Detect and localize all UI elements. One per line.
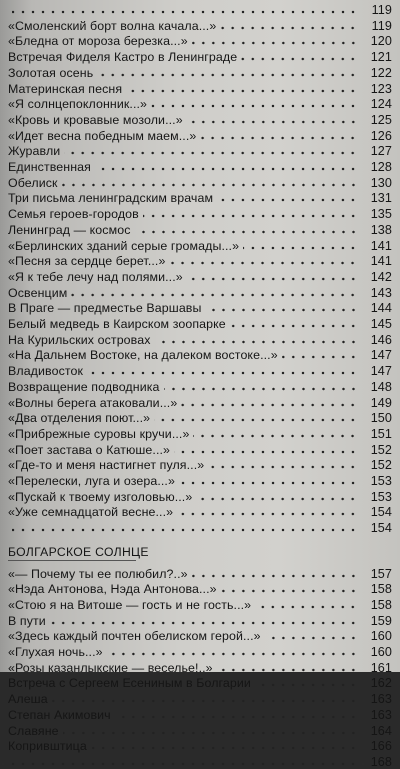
toc-entry xyxy=(8,692,392,706)
toc-entry xyxy=(8,82,392,96)
toc-entry-title: Копривштица xyxy=(8,739,87,754)
toc-entry-page-number: 149 xyxy=(370,395,392,410)
toc-entry xyxy=(8,411,392,425)
toc-entry-page-number: 166 xyxy=(370,739,392,754)
dot-leader xyxy=(107,652,358,656)
dot-leader xyxy=(241,57,358,61)
toc-entry xyxy=(8,348,392,362)
toc-entry-title: «Бледна от мороза березка...» xyxy=(8,34,188,49)
dot-leader xyxy=(63,731,358,735)
dot-leader xyxy=(179,481,358,485)
dot-leader xyxy=(265,636,358,640)
dot-leader xyxy=(187,277,358,281)
toc-entry-page-number: 160 xyxy=(370,645,392,659)
toc-entry xyxy=(8,254,392,268)
dot-leader xyxy=(217,668,358,672)
toc-entry-page-number: 158 xyxy=(370,582,392,597)
toc-entry xyxy=(8,144,392,158)
toc-entry-page-number: 124 xyxy=(370,97,392,112)
dot-leader xyxy=(174,450,358,454)
toc-entry-title: «— Почему ты ее полюбил?..» xyxy=(8,566,188,581)
dot-leader xyxy=(126,89,358,93)
section-heading xyxy=(8,545,392,559)
toc-entry-title: «Я к тебе лечу над полями...» xyxy=(8,269,183,284)
toc-entry-page-number: 125 xyxy=(370,112,392,127)
toc-entry xyxy=(8,113,392,127)
dot-leader xyxy=(12,10,358,14)
toc-entry-page-number: 141 xyxy=(370,238,392,253)
toc-entry xyxy=(8,207,392,221)
toc-entry xyxy=(8,645,392,659)
dot-leader xyxy=(155,340,358,344)
toc-entry-title: «Песня за сердце берет...» xyxy=(8,254,166,269)
toc-entry-page-number: 151 xyxy=(370,426,392,441)
toc-entry xyxy=(8,755,392,769)
toc-entry xyxy=(8,521,392,535)
toc-entry-title: «Здесь каждый почтен обелиском герой...» xyxy=(8,629,261,644)
toc-entry-page-number: 119 xyxy=(371,3,392,17)
toc-entry-title: «Уже семнадцатой весне...» xyxy=(8,505,174,520)
toc-entry-page-number: 127 xyxy=(370,144,392,159)
dot-leader xyxy=(115,715,358,719)
dot-leader xyxy=(151,104,358,108)
toc-entry-page-number: 126 xyxy=(370,128,392,143)
toc-entry xyxy=(8,50,392,64)
dot-leader xyxy=(217,198,358,202)
dot-leader xyxy=(177,512,358,516)
toc-entry-title: «Поет застава о Катюше...» xyxy=(8,442,171,457)
toc-entry xyxy=(8,427,392,441)
toc-entry-title: Журавли xyxy=(8,144,61,159)
toc-entry-title: Материнская песня xyxy=(8,81,123,96)
dot-leader xyxy=(87,371,358,375)
toc-entry-page-number: 131 xyxy=(370,191,392,206)
toc-entry-title: «Берлинских зданий серые громады...» xyxy=(8,238,240,253)
toc-entry-title: «Нэда Антонова, Нэда Антонова...» xyxy=(8,582,217,597)
dot-leader xyxy=(200,136,358,140)
dot-leader xyxy=(95,167,358,171)
toc-entry xyxy=(8,582,392,596)
toc-entry-page-number: 119 xyxy=(371,18,392,33)
toc-entry xyxy=(8,364,392,378)
toc-entry-title: «Розы казанлыкские — веселье!..» xyxy=(8,660,213,675)
toc-entry-page-number: 130 xyxy=(370,175,392,190)
toc-entry xyxy=(8,629,392,643)
dot-leader xyxy=(206,308,359,312)
dot-leader xyxy=(50,621,358,625)
toc-entry-page-number: 157 xyxy=(370,566,392,581)
toc-entry-page-number: 142 xyxy=(370,269,392,284)
toc-entry xyxy=(8,661,392,675)
toc-entry xyxy=(8,676,392,690)
toc-entry-title: «Перелески, луга и озера...» xyxy=(8,474,175,488)
toc-entry-title: Золотая осень xyxy=(8,65,94,80)
toc-entry-page-number: 121 xyxy=(370,50,392,65)
toc-entry-title: «Где-то и меня настигнет пуля...» xyxy=(8,458,205,473)
toc-entry-title: «Идет весна победным маем...» xyxy=(8,128,197,143)
toc-entry-title: Единственная xyxy=(8,160,91,174)
toc-entry-title: Славяне xyxy=(8,723,59,738)
toc-entry-title: «Прибрежные суровы кручи...» xyxy=(8,426,190,441)
toc-entry xyxy=(8,191,392,205)
toc-entry-title: На Курильских островах xyxy=(8,332,151,347)
toc-entry-page-number: 153 xyxy=(370,489,392,504)
dot-leader xyxy=(208,465,358,469)
toc-entry-page-number: 147 xyxy=(370,348,392,363)
dot-leader xyxy=(187,120,358,124)
toc-entry-page-number: 161 xyxy=(370,660,392,675)
toc-entry xyxy=(8,301,392,315)
toc-entry xyxy=(8,34,392,48)
toc-entry-title: Белый медведь в Каирском зоопарке xyxy=(8,317,226,331)
toc-entry xyxy=(8,708,392,722)
toc-entry-page-number: 145 xyxy=(370,317,392,331)
toc-entry-page-number: 164 xyxy=(370,723,392,738)
toc-entry-title: «Стою я на Витоше — гость и не гость...» xyxy=(8,597,252,612)
toc-entry xyxy=(8,286,392,300)
toc-entry-page-number: 135 xyxy=(370,207,392,222)
toc-entry-page-number: 120 xyxy=(370,34,392,49)
dot-leader xyxy=(221,589,358,593)
toc-entry-page-number: 159 xyxy=(370,613,392,628)
dot-leader xyxy=(196,497,358,501)
toc-entry-page-number: 152 xyxy=(370,458,392,473)
toc-entry-title: «На Дальнем Востоке, на далеком востоке...» xyxy=(8,348,278,363)
toc-entry xyxy=(8,160,392,174)
dot-leader xyxy=(71,293,358,297)
toc-entry-page-number: 150 xyxy=(370,411,392,426)
toc-entry xyxy=(8,614,392,628)
toc-entry-title: Освенцим xyxy=(8,285,68,300)
toc-entry xyxy=(8,66,392,80)
dot-leader xyxy=(243,246,358,250)
toc-entry-title: Обелиск xyxy=(8,175,58,190)
toc-entry-title: Алеша xyxy=(8,692,48,707)
toc-entry xyxy=(8,458,392,472)
dot-leader xyxy=(12,762,358,766)
toc-entry-title: «Смоленский борт волна качала...» xyxy=(8,18,217,33)
dot-leader xyxy=(192,574,358,578)
section-heading-text: БОЛГАРСКОЕ СОЛНЦЕ xyxy=(8,544,149,559)
toc-entry xyxy=(8,567,392,581)
toc-entry-page-number: 146 xyxy=(370,332,392,347)
toc-entry-title: Три письма ленинградским врачам xyxy=(8,191,214,206)
dot-leader xyxy=(91,746,358,750)
toc-entry-page-number: 147 xyxy=(370,364,392,379)
dot-leader xyxy=(169,261,358,265)
toc-entry-title: «Кровь и кровавые мозоли...» xyxy=(8,112,183,127)
toc-entry xyxy=(8,396,392,410)
toc-entry-title: «Волны берега атаковали...» xyxy=(8,395,178,410)
toc-entry-page-number: 158 xyxy=(370,597,392,612)
toc-entry-page-number: 144 xyxy=(370,301,392,316)
toc-entry-title: «Два отделения поют...» xyxy=(8,411,151,426)
toc-entry-page-number: 123 xyxy=(370,81,392,96)
toc-entry-page-number: 138 xyxy=(370,222,392,237)
dot-leader xyxy=(135,230,359,234)
toc-entry xyxy=(8,317,392,331)
toc-entry-page-number: 141 xyxy=(370,254,392,269)
toc-entry xyxy=(8,490,392,504)
toc-entry xyxy=(8,239,392,253)
toc-entry-page-number: 148 xyxy=(370,379,392,394)
toc-entry-page-number: 152 xyxy=(370,442,392,457)
dot-leader xyxy=(192,41,358,45)
toc-entry xyxy=(8,333,392,347)
toc-entry-page-number: 160 xyxy=(370,629,392,644)
toc-entry-title: В пути xyxy=(8,613,46,628)
toc-entry-page-number: 122 xyxy=(370,65,392,80)
dot-leader xyxy=(255,605,358,609)
toc-entry xyxy=(8,724,392,738)
dot-leader xyxy=(220,26,358,30)
toc-entry xyxy=(8,739,392,753)
dot-leader xyxy=(282,355,358,359)
toc-entry-page-number: 128 xyxy=(370,160,392,174)
section-underline xyxy=(8,560,136,561)
toc-entry xyxy=(8,3,392,17)
toc-entry-page-number: 162 xyxy=(370,676,392,691)
toc-entry-title: Семья героев-городов xyxy=(8,207,139,222)
toc-entry-title: Встреча с Сергеем Есениным в Болгарии xyxy=(8,676,251,691)
toc-entry-title: Степан Акимович xyxy=(8,707,111,722)
toc-entry xyxy=(8,443,392,457)
toc-entry-title: «Пускай к твоему изголовью...» xyxy=(8,489,193,504)
dot-leader xyxy=(62,183,358,187)
dot-leader xyxy=(143,214,358,218)
dot-leader xyxy=(230,324,358,328)
toc-entry xyxy=(8,598,392,612)
dot-leader xyxy=(193,434,358,438)
toc-entry xyxy=(8,19,392,33)
toc-entry-title: Встречая Фиделя Кастро в Ленинграде xyxy=(8,50,238,65)
toc-entry-title: «Я солнцепоклонник...» xyxy=(8,97,148,112)
dot-leader xyxy=(255,683,358,687)
toc-entry-page-number: 168 xyxy=(370,754,392,769)
dot-leader xyxy=(181,403,358,407)
toc-entry-page-number: 154 xyxy=(370,521,392,536)
toc-entry-page-number: 153 xyxy=(370,474,392,488)
dot-leader xyxy=(12,528,358,532)
dot-leader xyxy=(64,151,358,155)
dot-leader xyxy=(154,418,358,422)
toc-entry-page-number: 143 xyxy=(370,285,392,300)
toc-entry xyxy=(8,223,392,237)
dot-leader xyxy=(52,699,358,703)
toc-entry-title: «Глухая ночь...» xyxy=(8,645,103,659)
toc-entry xyxy=(8,270,392,284)
dot-leader xyxy=(164,387,358,391)
toc-entry-page-number: 163 xyxy=(370,692,392,707)
toc-entry-page-number: 154 xyxy=(370,505,392,520)
toc-entry-page-number: 163 xyxy=(370,707,392,722)
toc-entry xyxy=(8,129,392,143)
toc-entry xyxy=(8,380,392,394)
dot-leader xyxy=(97,73,358,77)
toc-entry xyxy=(8,474,392,488)
toc-entry-title: Возвращение подводника xyxy=(8,379,160,394)
toc-entry xyxy=(8,176,392,190)
toc-entry xyxy=(8,505,392,519)
toc-entry-title: Ленинград — космос xyxy=(8,222,131,237)
toc-entry xyxy=(8,97,392,111)
toc-entry-title: Владивосток xyxy=(8,364,84,379)
toc-entry-title: В Праге — предместье Варшавы xyxy=(8,301,202,316)
